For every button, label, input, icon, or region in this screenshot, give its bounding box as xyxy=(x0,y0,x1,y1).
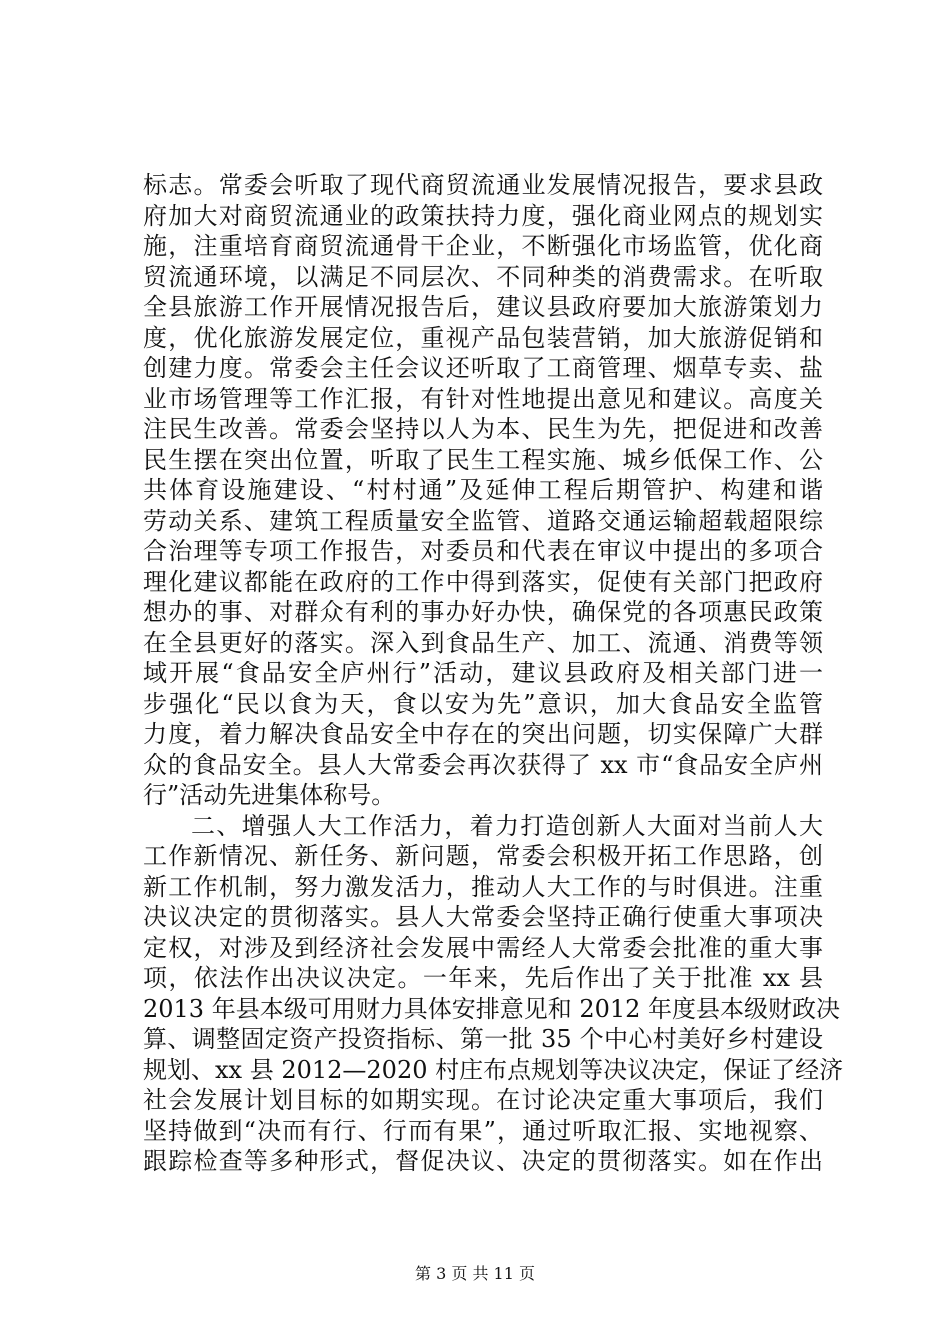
text-line: 贸流通环境，以满足不同层次、不同种类的消费需求。在听取 xyxy=(143,262,823,291)
text-line: 步强化“民以食为天，食以安为先”意识，加大食品安全监管 xyxy=(143,689,823,718)
text-line: 算、调整固定资产投资指标、第一批 35 个中心村美好乡村建设 xyxy=(143,1025,823,1053)
document-body xyxy=(143,170,844,1177)
text-line: 民生摆在突出位置，听取了民生工程实施、城乡低保工作、公 xyxy=(143,445,823,474)
text-line: 行”活动先进集体称号。 xyxy=(143,781,396,809)
text-line: 工作新情况、新任务、新问题，常委会积极开拓工作思路，创 xyxy=(143,842,823,870)
text-line: 共体育设施建设、“村村通”及延伸工程后期管护、构建和谐 xyxy=(143,476,823,504)
text-line: 标志。常委会听取了现代商贸流通业发展情况报告，要求县政 xyxy=(143,171,823,199)
text-line: 新工作机制，努力激发活力，推动人大工作的与时俱进。注重 xyxy=(143,872,823,901)
text-line: 域开展“食品安全庐州行”活动，建议县政府及相关部门进一 xyxy=(143,659,823,687)
page-number-footer: 第 3 页 共 11 页 xyxy=(415,1264,535,1283)
text-line: 业市场管理等工作汇报，有针对性地提出意见和建议。高度关 xyxy=(143,384,823,413)
text-line: 府加大对商贸流通业的政策扶持力度，强化商业网点的规划实 xyxy=(143,201,823,230)
text-line: 合治理等专项工作报告，对委员和代表在审议中提出的多项合 xyxy=(143,537,823,565)
text-line: 2013 年县本级可用财力具体安排意见和 2012 年度县本级财政决 xyxy=(143,994,841,1023)
text-line: 力度，着力解决食品安全中存在的突出问题，切实保障广大群 xyxy=(143,720,823,748)
text-line: 决议决定的贯彻落实。县人大常委会坚持正确行使重大事项决 xyxy=(143,903,823,931)
text-line: 众的食品安全。县人大常委会再次获得了 xx 市“食品安全庐州 xyxy=(143,750,823,779)
text-line: 跟踪检查等多种形式，督促决议、决定的贯彻落实。如在作出 xyxy=(143,1147,823,1175)
text-line: 注民生改善。常委会坚持以人为本、民生为先，把促进和改善 xyxy=(143,415,823,443)
text-line: 劳动关系、建筑工程质量安全监管、道路交通运输超载超限综 xyxy=(143,506,823,535)
text-line: 社会发展计划目标的如期实现。在讨论决定重大事项后，我们 xyxy=(143,1086,823,1114)
text-line: 规划、xx 县 2012—2020 村庄布点规划等决议决定，保证了经济 xyxy=(143,1055,844,1084)
paragraph-2 xyxy=(143,811,844,1177)
text-line: 定权，对涉及到经济社会发展中需经人大常委会批准的重大事 xyxy=(143,933,823,962)
text-line: 理化建议都能在政府的工作中得到落实，促使有关部门把政府 xyxy=(143,567,823,596)
text-line: 二、增强人大工作活力，着力打造创新人大面对当前人大 xyxy=(191,811,823,840)
text-line: 度，优化旅游发展定位，重视产品包装营销，加大旅游促销和 xyxy=(143,323,823,352)
text-line: 施，注重培育商贸流通骨干企业，不断强化市场监管，优化商 xyxy=(143,232,823,260)
text-line: 坚持做到“决而有行、行而有果”，通过听取汇报、实地视察、 xyxy=(143,1116,823,1145)
text-line: 全县旅游工作开展情况报告后，建议县政府要加大旅游策划力 xyxy=(143,293,823,321)
paragraph-1 xyxy=(143,170,823,811)
text-line: 创建力度。常委会主任会议还听取了工商管理、烟草专卖、盐 xyxy=(143,354,823,382)
text-line: 在全县更好的落实。深入到食品生产、加工、流通、消费等领 xyxy=(143,628,823,657)
text-line: 想办的事、对群众有利的事办好办快，确保党的各项惠民政策 xyxy=(143,598,823,626)
text-line: 项，依法作出决议决定。一年来，先后作出了关于批准 xx 县 xyxy=(143,964,823,992)
